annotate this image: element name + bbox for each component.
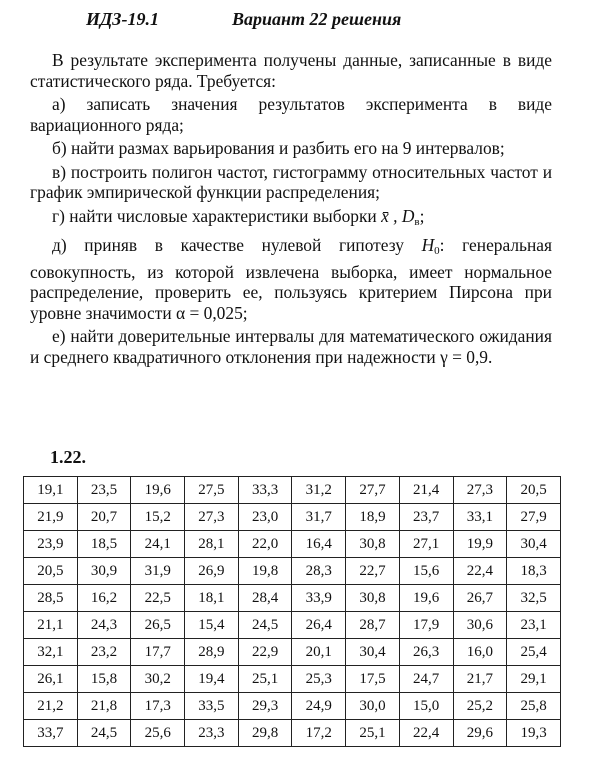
table-cell: 30,9 — [77, 558, 131, 585]
table-cell: 20,5 — [507, 477, 561, 504]
task-item-e-text: д) приняв в качестве нулевой гипотезу — [52, 235, 404, 255]
table-cell: 30,4 — [346, 639, 400, 666]
sample-symbols: x̄ , D — [381, 205, 415, 226]
table-cell: 17,9 — [399, 612, 453, 639]
task-item-f: е) найти доверительные интервалы для математического ожидания и среднего квадратичного отклонения при надежности γ = 0,9. — [30, 326, 552, 367]
variance-subscript: в — [414, 215, 420, 228]
table-cell: 17,2 — [292, 720, 346, 747]
table-cell: 28,3 — [292, 558, 346, 585]
table-cell: 23,3 — [185, 720, 239, 747]
table-row — [24, 504, 561, 531]
table-cell: 27,1 — [399, 531, 453, 558]
table-cell: 28,7 — [346, 612, 400, 639]
table-cell: 20,1 — [292, 639, 346, 666]
table-cell: 27,7 — [346, 477, 400, 504]
table-cell: 26,3 — [399, 639, 453, 666]
table-row — [24, 693, 561, 720]
table-cell: 21,1 — [24, 612, 78, 639]
table-cell: 29,1 — [507, 666, 561, 693]
table-cell: 15,4 — [185, 612, 239, 639]
table-cell: 28,5 — [24, 585, 78, 612]
table-cell: 24,9 — [292, 693, 346, 720]
table-cell: 29,8 — [238, 720, 292, 747]
task-item-d-end: ; — [419, 205, 425, 226]
task-item-e-rest: : генеральная совокупность, из которой извлечена выборка, имеет нормальное распределение, проверить ее, пользуясь критерием Пирсона при уровне значимости α = 0,025; — [30, 235, 552, 323]
table-cell: 16,4 — [292, 531, 346, 558]
table-cell: 21,8 — [77, 693, 131, 720]
table-cell: 25,4 — [507, 639, 561, 666]
problem-number: 1.22. — [50, 447, 86, 467]
table-cell: 33,9 — [292, 585, 346, 612]
page-header — [86, 9, 402, 30]
table-cell: 22,7 — [346, 558, 400, 585]
table-cell: 21,9 — [24, 504, 78, 531]
table-cell: 22,4 — [453, 558, 507, 585]
table-cell: 21,7 — [453, 666, 507, 693]
table-cell: 28,1 — [185, 531, 239, 558]
table-cell: 26,4 — [292, 612, 346, 639]
table-cell: 17,5 — [346, 666, 400, 693]
table-cell: 22,4 — [399, 720, 453, 747]
task-item-c: в) построить полигон частот, гистограмму относительных частот и график эмпирической функции распределения; — [30, 161, 552, 202]
table-cell: 30,2 — [131, 666, 185, 693]
task-intro: В результате эксперимента получены данные, записанные в виде статистического ряда. Требуется: — [30, 50, 552, 91]
hypothesis-subscript: 0 — [434, 245, 440, 257]
table-cell: 19,6 — [399, 585, 453, 612]
table-cell: 33,1 — [453, 504, 507, 531]
table-cell: 23,7 — [399, 504, 453, 531]
table-cell: 23,5 — [77, 477, 131, 504]
table-cell: 24,7 — [399, 666, 453, 693]
table-cell: 18,5 — [77, 531, 131, 558]
table-cell: 31,7 — [292, 504, 346, 531]
table-cell: 25,3 — [292, 666, 346, 693]
data-table-body — [24, 477, 561, 747]
task-item-d-text: г) найти числовые характеристики выборки — [52, 205, 377, 226]
table-cell: 19,8 — [238, 558, 292, 585]
table-cell: 32,1 — [24, 639, 78, 666]
table-cell: 15,6 — [399, 558, 453, 585]
table-cell: 19,1 — [24, 477, 78, 504]
task-item-b: б) найти размах варьирования и разбить его на 9 интервалов; — [52, 138, 505, 158]
table-cell: 25,1 — [346, 720, 400, 747]
table-cell: 20,5 — [24, 558, 78, 585]
table-cell: 31,2 — [292, 477, 346, 504]
table-cell: 33,7 — [24, 720, 78, 747]
table-cell: 28,9 — [185, 639, 239, 666]
table-cell: 18,1 — [185, 585, 239, 612]
task-statement — [30, 50, 552, 370]
table-cell: 33,3 — [238, 477, 292, 504]
table-cell: 23,0 — [238, 504, 292, 531]
table-cell: 27,3 — [185, 504, 239, 531]
table-cell: 33,5 — [185, 693, 239, 720]
data-table — [23, 476, 561, 747]
table-row — [24, 666, 561, 693]
table-row — [24, 585, 561, 612]
table-cell: 32,5 — [507, 585, 561, 612]
assignment-id: ИДЗ-19.1 — [86, 9, 159, 29]
table-cell: 24,3 — [77, 612, 131, 639]
table-cell: 26,1 — [24, 666, 78, 693]
table-cell: 16,0 — [453, 639, 507, 666]
table-cell: 25,8 — [507, 693, 561, 720]
table-cell: 27,3 — [453, 477, 507, 504]
table-cell: 30,8 — [346, 585, 400, 612]
table-cell: 18,3 — [507, 558, 561, 585]
table-cell: 30,4 — [507, 531, 561, 558]
table-cell: 27,5 — [185, 477, 239, 504]
table-cell: 17,3 — [131, 693, 185, 720]
table-cell: 19,9 — [453, 531, 507, 558]
table-cell: 21,4 — [399, 477, 453, 504]
table-cell: 15,8 — [77, 666, 131, 693]
table-cell: 28,4 — [238, 585, 292, 612]
table-cell: 23,1 — [507, 612, 561, 639]
table-row — [24, 531, 561, 558]
table-cell: 23,9 — [24, 531, 78, 558]
task-item-e — [30, 235, 552, 323]
variant-title: Вариант 22 решения — [232, 9, 402, 29]
table-row — [24, 720, 561, 747]
table-cell: 19,4 — [185, 666, 239, 693]
table-cell: 30,6 — [453, 612, 507, 639]
table-cell: 23,2 — [77, 639, 131, 666]
table-cell: 20,7 — [77, 504, 131, 531]
table-cell: 30,8 — [346, 531, 400, 558]
table-cell: 25,6 — [131, 720, 185, 747]
table-row — [24, 639, 561, 666]
table-cell: 24,5 — [77, 720, 131, 747]
table-row — [24, 477, 561, 504]
table-cell: 17,7 — [131, 639, 185, 666]
table-cell: 19,6 — [131, 477, 185, 504]
hypothesis-symbol: H — [421, 235, 435, 255]
table-cell: 29,3 — [238, 693, 292, 720]
table-cell: 18,9 — [346, 504, 400, 531]
table-cell: 29,6 — [453, 720, 507, 747]
table-cell: 24,1 — [131, 531, 185, 558]
table-cell: 15,2 — [131, 504, 185, 531]
table-cell: 31,9 — [131, 558, 185, 585]
table-row — [24, 612, 561, 639]
table-cell: 21,2 — [24, 693, 78, 720]
table-cell: 26,7 — [453, 585, 507, 612]
task-item-a: а) записать значения результатов эксперимента в виде вариационного ряда; — [30, 94, 552, 135]
table-row — [24, 558, 561, 585]
table-cell: 27,9 — [507, 504, 561, 531]
table-cell: 25,1 — [238, 666, 292, 693]
table-cell: 15,0 — [399, 693, 453, 720]
table-cell: 26,5 — [131, 612, 185, 639]
table-cell: 25,2 — [453, 693, 507, 720]
task-item-d — [30, 206, 552, 233]
table-cell: 22,5 — [131, 585, 185, 612]
table-cell: 24,5 — [238, 612, 292, 639]
table-cell: 16,2 — [77, 585, 131, 612]
table-cell: 22,0 — [238, 531, 292, 558]
table-cell: 30,0 — [346, 693, 400, 720]
table-cell: 22,9 — [238, 639, 292, 666]
table-cell: 26,9 — [185, 558, 239, 585]
table-cell: 19,3 — [507, 720, 561, 747]
